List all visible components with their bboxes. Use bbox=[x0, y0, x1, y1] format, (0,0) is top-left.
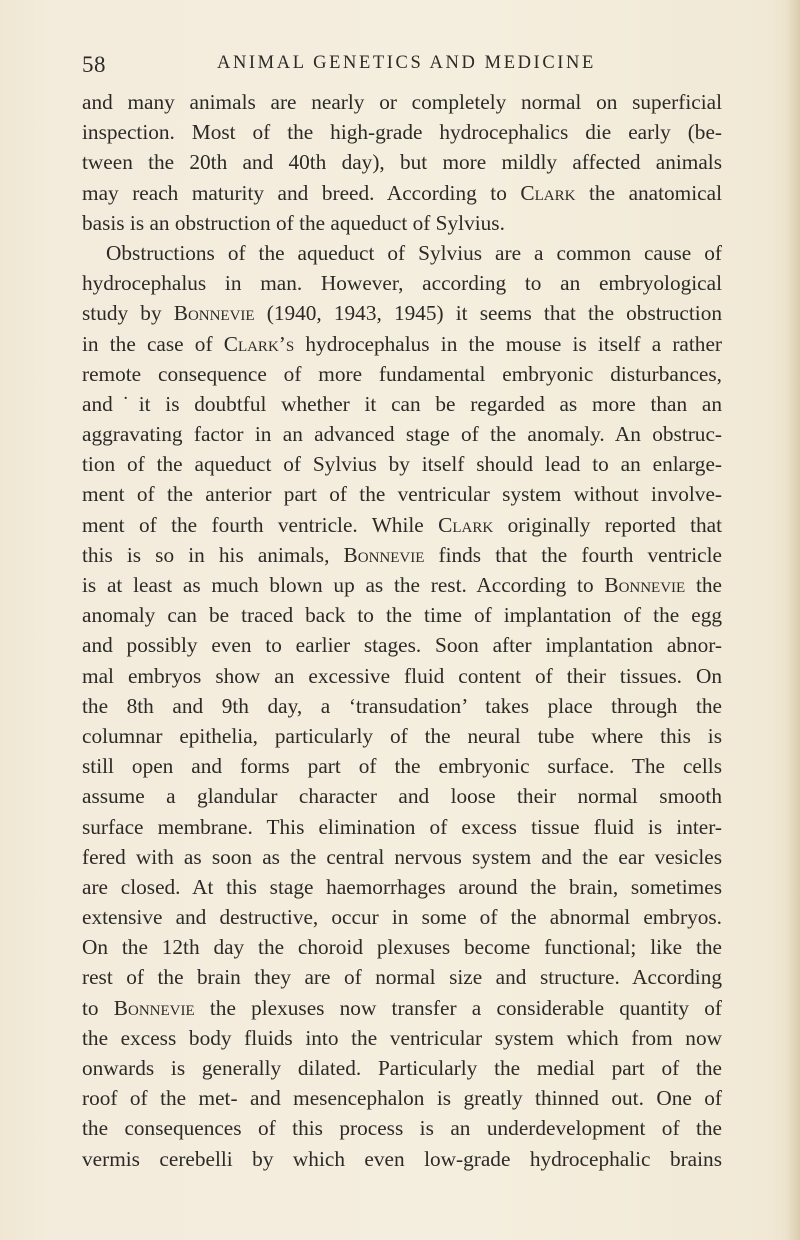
text-segment: study by bbox=[82, 301, 162, 326]
text-segment: the bbox=[695, 573, 723, 597]
text-segment: in the case of bbox=[82, 331, 213, 356]
author-name: Bonnevie bbox=[343, 542, 425, 567]
text-segment: to bbox=[82, 995, 99, 1020]
text-line: are closed. At this stage haemorrhages around the brain, sometimes bbox=[82, 874, 722, 899]
text-line: still open and forms part of the embryonic surface. The cells bbox=[82, 754, 722, 779]
text-line: hydrocephalus in man. However, according to an embryological bbox=[82, 271, 722, 296]
text-line: and˙it is doubtful whether it can be regarded as more than an bbox=[82, 391, 722, 416]
text-line: the excess body fluids into the ventricular system which from now bbox=[82, 1025, 722, 1050]
author-name: Clark’s bbox=[223, 331, 295, 356]
text-line: the 8th and 9th day, a ‘transudation’ takes place through the bbox=[82, 693, 722, 718]
text-segment: ment of the fourth ventricle. While bbox=[82, 512, 424, 537]
text-line: inspection. Most of the high-grade hydrocephalics die early (be- bbox=[82, 120, 722, 145]
text-line: and possibly even to earlier stages. Soon after implantation abnor- bbox=[82, 633, 722, 658]
text-line: tion of the aqueduct of Sylvius by itself should lead to an enlarge- bbox=[82, 452, 722, 477]
text-line: rest of the brain they are of normal size and structure. According bbox=[82, 965, 722, 990]
text-line bbox=[82, 178, 722, 208]
page-number: 58 bbox=[82, 52, 106, 77]
running-head: ANIMAL GENETICS AND MEDICINE bbox=[217, 53, 596, 73]
text-line: vermis cerebelli by which even low-grade hydrocephalic brains bbox=[82, 1146, 722, 1171]
author-name: Clark bbox=[520, 180, 576, 205]
text-line: Obstructions of the aqueduct of Sylvius are a common cause of bbox=[106, 240, 722, 265]
text-line bbox=[82, 570, 722, 600]
text-line: columnar epithelia, particularly of the neural tube where this is bbox=[82, 723, 722, 748]
body-text bbox=[82, 87, 722, 1174]
text-line: roof of the met- and mesencephalon is greatly thinned out. One of bbox=[82, 1086, 722, 1111]
text-line: tween the 20th and 40th day), but more mildly affected animals bbox=[82, 150, 722, 175]
text-line: the consequences of this process is an underdevelopment of the bbox=[82, 1116, 722, 1141]
text-line bbox=[82, 298, 722, 328]
text-line: surface membrane. This elimination of excess tissue fluid is inter- bbox=[82, 814, 722, 839]
text-line: and many animals are nearly or completely normal on superficial bbox=[82, 90, 722, 114]
text-segment: this is so in his animals, bbox=[82, 542, 330, 567]
author-name: Clark bbox=[438, 512, 494, 537]
author-name: Bonnevie bbox=[604, 573, 686, 597]
text-line bbox=[82, 329, 722, 359]
text-line bbox=[82, 540, 722, 570]
text-segment: is at least as much blown up as the rest. According to bbox=[82, 573, 594, 597]
author-name: Bonnevie bbox=[113, 995, 195, 1020]
text-line: mal embryos show an excessive fluid content of their tissues. On bbox=[82, 663, 722, 688]
text-segment: hydrocephalus in the mouse is itself a rather bbox=[305, 331, 722, 356]
text-line: aggravating factor in an advanced stage of the anomaly. An obstruc- bbox=[82, 422, 722, 447]
text-segment: may reach maturity and breed. According to bbox=[82, 180, 507, 205]
text-segment: (1940, 1943, 1945) it seems that the obstruction bbox=[266, 301, 722, 326]
text-segment: finds that the fourth ventricle bbox=[438, 542, 723, 567]
text-line bbox=[82, 993, 722, 1023]
text-segment: the plexuses now transfer a considerable quantity of bbox=[209, 995, 723, 1020]
text-line: ment of the anterior part of the ventricular system without involve- bbox=[82, 482, 722, 507]
text-line: fered with as soon as the central nervous system and the ear vesicles bbox=[82, 844, 722, 869]
author-name: Bonnevie bbox=[173, 301, 255, 326]
page-edge-shadow bbox=[786, 0, 800, 1240]
text-line: onwards is generally dilated. Particularly the medial part of the bbox=[82, 1056, 722, 1080]
text-line: assume a glandular character and loose their normal smooth bbox=[82, 784, 722, 809]
text-line: basis is an obstruction of the aqueduct of Sylvius. bbox=[82, 210, 505, 235]
page-header bbox=[82, 52, 718, 82]
text-line bbox=[82, 510, 722, 540]
text-segment: originally reported that bbox=[507, 512, 723, 537]
text-line: On the 12th day the choroid plexuses become functional; like the bbox=[82, 935, 722, 960]
text-segment: the anatomical bbox=[589, 180, 722, 205]
text-line: remote consequence of more fundamental embryonic disturbances, bbox=[82, 361, 722, 386]
text-line: extensive and destructive, occur in some of the abnormal embryos. bbox=[82, 905, 722, 930]
text-line: anomaly can be traced back to the time of implantation of the egg bbox=[82, 603, 722, 628]
